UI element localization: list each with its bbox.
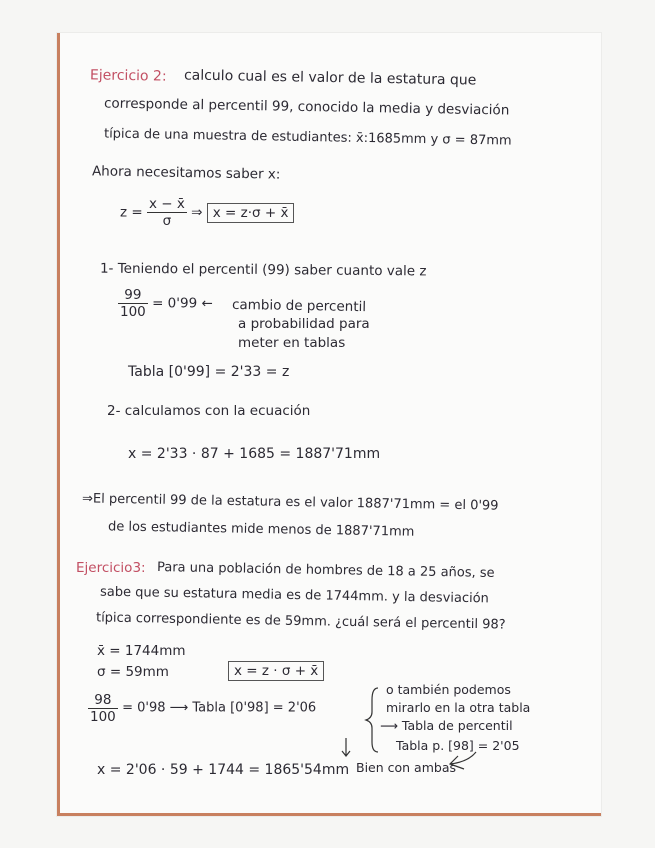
- ex3-mean: x̄ = 1744mm: [97, 643, 186, 659]
- ex2-statement-line3: típica de una muestra de estudiantes: x̄:1685mm y σ = 87mm: [103, 126, 512, 149]
- ex3-side-note1: o también podemos: [386, 682, 511, 697]
- ex2-p-result: = 0'99 ←: [152, 295, 213, 312]
- ex3-statement-line1: Para una población de hombres de 18 a 25 años, se: [156, 560, 495, 581]
- ex3-statement-line2: sabe que su estatura media es de 1744mm. y la desviación: [99, 584, 489, 607]
- ex2-table-lookup: Tabla [0'99] = 2'33 = z: [128, 364, 290, 380]
- ex2-note-line1: cambio de percentil: [231, 296, 367, 316]
- ex3-side-note3: ⟶ Tabla de percentil: [380, 718, 513, 733]
- down-arrow: [342, 738, 350, 756]
- ex3-p-numerator: 98: [88, 692, 118, 709]
- z-numerator: x − x̄: [149, 196, 185, 212]
- ex2-statement-line1: calculo cual es el valor de la estatura que: [183, 67, 477, 89]
- ex2-title: Ejercicio 2:: [89, 67, 167, 85]
- side-brace: [366, 688, 378, 752]
- ex2-boxed-formula: x = z·σ + x̄: [207, 203, 295, 223]
- ex3-p-line: = 0'98 ⟶ Tabla [0'98] = 2'06: [122, 700, 317, 716]
- ex3-title: Ejercicio3:: [76, 560, 146, 576]
- ex3-p-denominator: 100: [90, 709, 116, 725]
- z-lhs: z =: [120, 204, 143, 221]
- ex2-step1: 1- Teniendo el percentil (99) saber cuanto vale z: [99, 260, 427, 280]
- implies-arrow: ⇒: [191, 204, 203, 221]
- ex3-side-note2: mirarlo en la otra tabla: [386, 700, 531, 715]
- ex3-sd: σ = 59mm: [97, 664, 169, 680]
- ex3-boxed-formula: x = z · σ + x̄: [228, 661, 324, 681]
- ex3-statement-line3: típica correspondiente es de 59mm. ¿cuál será el percentil 98?: [95, 610, 506, 633]
- ex2-p-denominator: 100: [120, 304, 146, 320]
- ex3-side-note4: Tabla p. [98] = 2'05: [396, 738, 520, 753]
- ex2-note-line3: meter en tablas: [238, 335, 346, 351]
- ex2-calculation: x = 2'33 · 87 + 1685 = 1887'71mm: [128, 446, 381, 462]
- ex2-note-line2: a probabilidad para: [238, 316, 370, 332]
- ex2-conclusion-line1: ⇒El percentil 99 de la estatura es el valor 1887'71mm = el 0'99: [81, 491, 499, 514]
- z-denominator: σ: [162, 213, 172, 229]
- ex3-both-note: Bien con ambas: [356, 760, 456, 775]
- ex2-statement-line2: corresponde al percentil 99, conocido la media y desviación: [103, 95, 510, 119]
- ex2-conclusion-line2: de los estudiantes mide menos de 1887'71mm: [107, 519, 415, 540]
- back-arrow: [450, 752, 476, 769]
- ex2-statement-line4: Ahora necesitamos saber x:: [91, 163, 281, 183]
- ex2-p-numerator: 99: [118, 287, 148, 304]
- ex2-step2: 2- calculamos con la ecuación: [107, 403, 311, 419]
- ex3-calculation: x = 2'06 · 59 + 1744 = 1865'54mm: [97, 762, 350, 778]
